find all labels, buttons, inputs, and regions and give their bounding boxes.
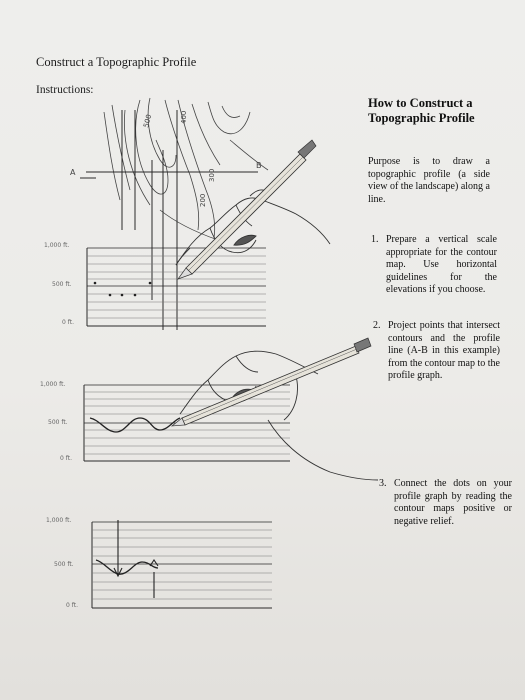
document-title: Construct a Topographic Profile [36,55,197,69]
step-text: Prepare a vertical scale appropriate for the contour map. Use horizontal guidelines for the elevations if you choose. [386,234,497,295]
contour-line [104,112,120,200]
profile-point [94,282,97,285]
step-number: 2. [373,320,381,331]
profile-graph-3 [46,517,272,609]
instructions-label: Instructions: [36,84,94,96]
pencil-2 [172,338,371,426]
contour-label: 400 [180,110,188,124]
contour-line [208,102,250,134]
point-b-label: B [256,161,262,170]
profile-point [109,294,112,297]
elevation-label: 500 ft. [54,561,74,568]
step-number: 1. [371,234,379,245]
contour-line [192,104,220,165]
elevation-label: 500 ft. [48,419,68,426]
contour-line [160,210,218,240]
contour-label: 200 [199,193,207,207]
profile-curve [96,560,158,574]
elevation-label: 1,000 ft. [44,242,70,249]
elevation-label: 1,000 ft. [46,517,72,524]
contour-line [222,106,240,118]
elevation-label: 1,000 ft. [40,381,66,388]
elevation-label: 0 ft. [62,319,74,326]
pencil-1 [178,140,316,279]
profile-graph-1 [44,242,266,326]
elevation-label: 500 ft. [52,281,72,288]
contour-label: 300 [208,168,216,182]
profile-point [121,294,124,297]
step-text: Project points that intersect contours and the profile line (A-B in this example) from the contour map to the profile graph. [388,320,500,381]
step-text: Connect the dots on your profile graph by reading the contour maps positive or negative relief. [394,478,512,527]
elevation-label: 0 ft. [60,455,72,462]
relief-arrows [114,520,158,598]
profile-point [134,294,137,297]
contour-label: 500 [142,113,154,129]
sidebar-heading: How to Construct a Topographic Profile [368,96,475,125]
contour-line [148,98,176,167]
step-number: 3. [379,478,387,489]
point-a-label: A [70,168,76,177]
purpose-text: Purpose is to draw a topographic profile (a side view of the landscape) along a line. [368,156,490,205]
profile-point [149,282,152,285]
contour-line [230,140,268,170]
elevation-label: 0 ft. [66,602,78,609]
